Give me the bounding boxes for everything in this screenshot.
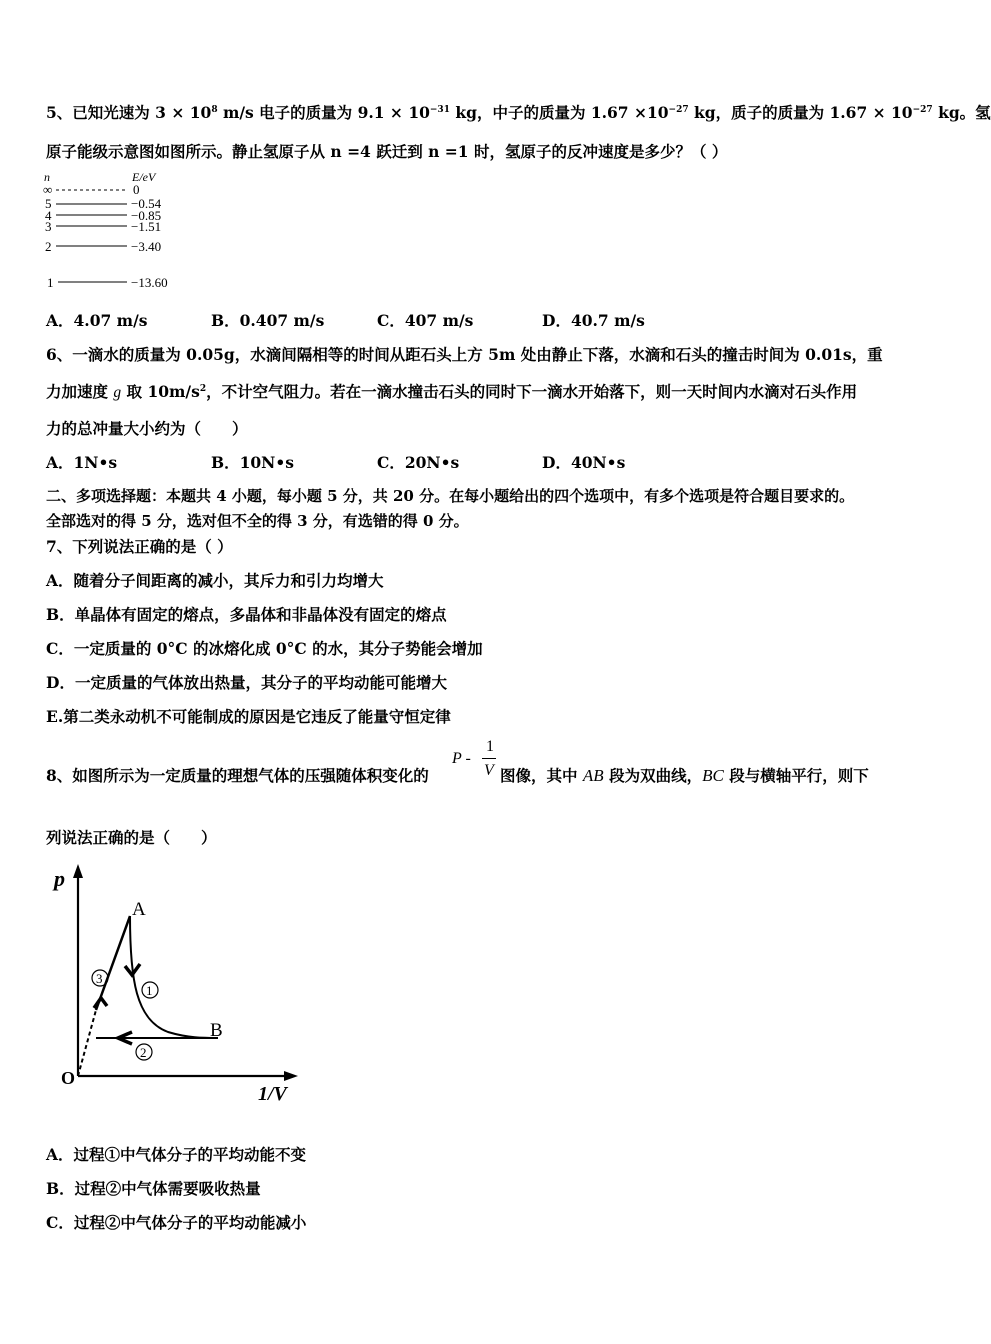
x-axis-label: 1/V <box>258 1083 287 1105</box>
q8-option-a: A．过程①中气体分子的平均动能不变 <box>46 1145 307 1164</box>
e-axis-label: E/eV <box>132 170 156 184</box>
q8-stem-line2: 列说法正确的是（ ） <box>46 828 217 847</box>
frac-bar <box>482 758 496 759</box>
point-b-label: B <box>210 1020 223 1041</box>
level-n-label: ∞ <box>43 182 53 197</box>
level-e-label: −3.40 <box>131 239 162 254</box>
frac-p: P - <box>452 750 471 767</box>
q5-stem-line1: 5、已知光速为 $3 \times 10^8$ m/s 电子的质量为 $9.1 \times 10^{-31}$ kg，中子的质量为 $1.67 \times 10^{-27}$ kg，质子的质量为 $1.67 \times 10^{-27}$ kg。氢 <box>46 103 991 122</box>
level-n-label: 5 <box>45 196 52 211</box>
p-inverse-v-graph <box>48 860 308 1110</box>
point-a-label: A <box>132 899 146 920</box>
q7-option-e: E.第二类永动机不可能制成的原因是它违反了能量守恒定律 <box>46 707 451 726</box>
q5-option-a: A．4.07 m/s <box>46 311 148 330</box>
process-3-dashed <box>78 1010 96 1076</box>
process-1-hyperbola <box>130 916 218 1038</box>
section2-heading-line2: 全部选对的得 5 分，选对但不全的得 3 分，有选错的得 0 分。 <box>46 512 469 530</box>
q8-stem-line1-part1: 8、如图所示为一定质量的理想气体的压强随体积变化的 <box>46 766 429 785</box>
q6-stem-line3: 力的总冲量大小约为（ ） <box>46 419 248 438</box>
level-e-label: −13.60 <box>131 275 168 290</box>
level-e-label: 0 <box>133 182 140 197</box>
level-n-label: 2 <box>45 239 52 254</box>
q6-option-a: A．1N•s <box>46 453 118 472</box>
q8-option-c: C．过程②中气体分子的平均动能减小 <box>46 1213 307 1232</box>
section2-heading-line1: 二、多项选择题：本题共 4 小题，每小题 5 分，共 20 分。在每小题给出的四个选项中，有多个选项是符合题目要求的。 <box>46 487 855 505</box>
q7-option-d: D．一定质量的气体放出热量，其分子的平均动能可能增大 <box>46 673 447 692</box>
mark-2-label: 2 <box>140 1045 147 1060</box>
level-e-label: −0.85 <box>131 208 162 223</box>
q8-option-b: B．过程②中气体需要吸收热量 <box>46 1179 261 1198</box>
q5-option-b: B．0.407 m/s <box>211 311 325 330</box>
arrow-up-process-3 <box>94 998 107 1008</box>
origin-label: O <box>61 1068 76 1088</box>
q7-stem: 7、下列说法正确的是（ ） <box>46 537 233 556</box>
level-n-label: 4 <box>45 208 52 223</box>
q6-stem-line1: 6、一滴水的质量为 0.05g，水滴间隔相等的时间从距石头上方 5m 处由静止下落，水滴和石头的撞击时间为 0.01s，重 <box>46 345 883 364</box>
q6-option-c: C．20N•s <box>377 453 460 472</box>
q7-option-c: C．一定质量的 0°C 的冰熔化成 0°C 的水，其分子势能会增加 <box>46 639 483 658</box>
y-axis-label: p <box>54 866 65 891</box>
q6-stem-line2: 力加速度 g 取 $10m/s^2$，不计空气阻力。若在一滴水撞击石头的同时下一滴水开始落下，则一天时间内水滴对石头作用 <box>46 382 858 401</box>
q8-stem-line1-part2: 图像，其中 AB 段为双曲线，BC 段与横轴平行，则下 <box>500 766 869 785</box>
frac-numerator: 1 <box>486 738 494 755</box>
x-axis-arrow <box>284 1071 298 1081</box>
q6-option-b: B．10N•s <box>211 453 294 472</box>
level-e-label: −1.51 <box>131 219 162 234</box>
q5-stem-line2: 原子能级示意图如图所示。静止氢原子从 n =4 跃迁到 n =1 时，氢原子的反冲速度是多少？（ ） <box>46 142 728 161</box>
n-axis-label: n <box>44 170 50 184</box>
q6-option-d: D．40N•s <box>542 453 626 472</box>
q5-option-d: D．40.7 m/s <box>542 311 645 330</box>
level-n-label: 1 <box>47 275 54 290</box>
q7-option-a: A．随着分子间距离的减小，其斥力和引力均增大 <box>46 571 384 590</box>
y-axis-arrow <box>73 864 83 878</box>
level-n-label: 3 <box>45 219 52 234</box>
frac-denominator: V <box>484 762 494 779</box>
q7-option-b: B．单晶体有固定的熔点，多晶体和非晶体没有固定的熔点 <box>46 605 447 624</box>
energy-level-diagram <box>40 168 190 296</box>
mark-1-label: 1 <box>146 983 153 998</box>
mark-3-label: 3 <box>96 971 103 986</box>
q5-option-c: C．407 m/s <box>377 311 474 330</box>
level-e-label: −0.54 <box>131 196 162 211</box>
